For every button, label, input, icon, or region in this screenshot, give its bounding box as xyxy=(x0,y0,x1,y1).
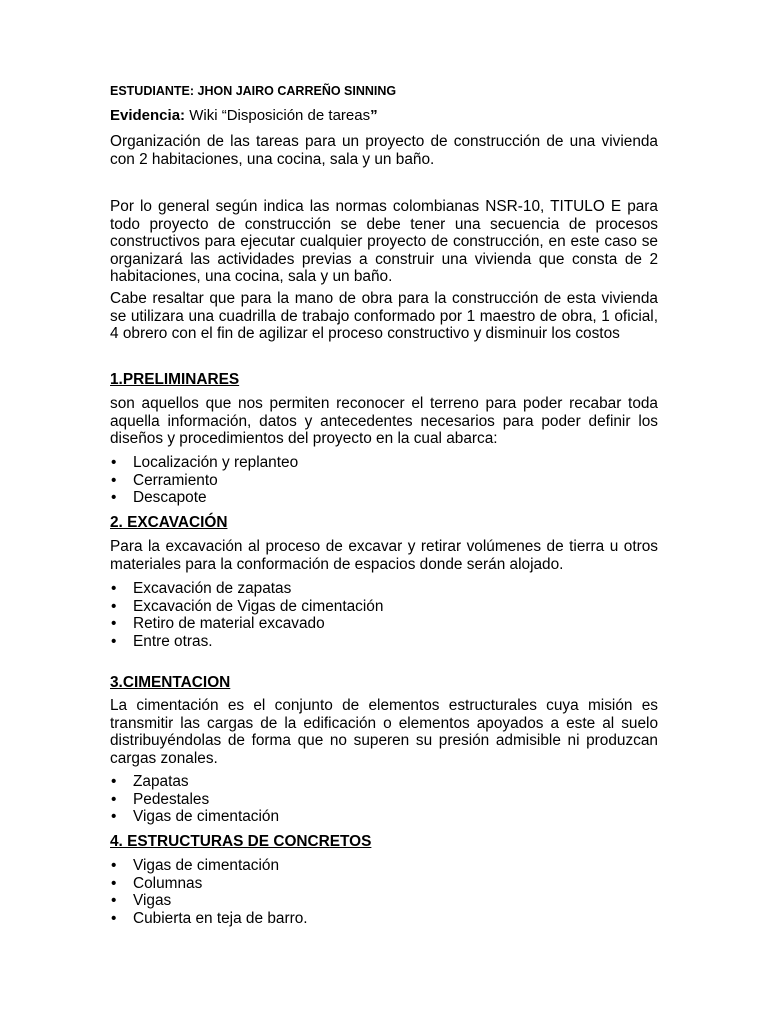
evidence-wiki-title: Wiki “Disposición de tareas xyxy=(189,107,371,124)
bullet-marker: • xyxy=(111,454,117,471)
list-item: • Cerramiento xyxy=(111,471,218,489)
bullet-marker: • xyxy=(111,489,117,507)
evidence-line xyxy=(110,106,378,126)
bullet-marker: • xyxy=(111,632,117,650)
section-text-cimentacion: La cimentación es el conjunto de elementos estructurales cuya misión es transmitir las cargas de la edificación o elementos apoyados a este al suelo distribuyéndolas de forma que no superen su presión admisible ni produzcan cargas zonales. xyxy=(110,697,658,767)
bullet-marker: • xyxy=(111,909,117,927)
bullet-marker: • xyxy=(111,874,117,892)
norms-paragraph: Por lo general según indica las normas colombianas NSR-10, TITULO E para todo proyecto de construcción se debe tener una secuencia de procesos constructivos para ejecutar cualquier proyecto de construcción, en este caso se organizará las actividades previas a construir una vivienda que consta de 2 habitaciones, una cocina, sala y un baño. xyxy=(110,198,658,286)
section-text-excavacion: Para la excavación al proceso de excavar y retirar volúmenes de tierra u otros materiales para la conformación de espacios donde serán alojado. xyxy=(110,538,658,573)
bullet-list-estructuras xyxy=(110,857,658,927)
student-name: ESTUDIANTE: JHON JAIRO CARREÑO SINNING xyxy=(110,84,397,98)
list-item: • Descapote xyxy=(111,489,207,507)
bullet-marker: • xyxy=(111,773,117,790)
list-item: • Zapatas xyxy=(111,773,189,790)
bullet-marker: • xyxy=(111,471,117,489)
section-heading-preliminares: 1.PRELIMINARES xyxy=(110,371,240,388)
bullet-marker: • xyxy=(111,808,117,826)
evidence-close-quote: ” xyxy=(370,107,378,124)
labor-paragraph: Cabe resaltar que para la mano de obra para la construcción de esta vivienda se utilizara una cuadrilla de trabajo conformado por 1 maestro de obra, 1 oficial, 4 obrero con el fin de agilizar el proceso constructivo y disminuir los costos xyxy=(110,290,658,343)
section-heading-cimentacion: 3.CIMENTACION xyxy=(110,674,231,691)
bullet-marker: • xyxy=(111,790,117,808)
evidence-label: Evidencia: xyxy=(110,107,186,124)
list-item: • Cubierta en teja de barro. xyxy=(111,909,308,927)
list-item: • Excavación de zapatas xyxy=(111,580,292,597)
bullet-marker: • xyxy=(111,580,117,597)
list-item: • Entre otras. xyxy=(111,632,213,650)
list-item: • Retiro de material excavado xyxy=(111,615,325,633)
bullet-list-preliminares xyxy=(110,454,658,507)
intro-paragraph: Organización de las tareas para un proyecto de construcción de una vivienda con 2 habitaciones, una cocina, sala y un baño. xyxy=(110,133,658,168)
bullet-marker: • xyxy=(111,857,117,874)
list-item: • Vigas xyxy=(111,892,172,910)
bullet-marker: • xyxy=(111,615,117,633)
list-item: • Vigas de cimentación xyxy=(111,857,280,874)
section-heading-estructuras: 4. ESTRUCTURAS DE CONCRETOS xyxy=(110,833,372,850)
list-item: • Vigas de cimentación xyxy=(111,808,280,826)
list-item: • Columnas xyxy=(111,874,203,892)
list-item: • Excavación de Vigas de cimentación xyxy=(111,597,384,615)
bullet-list-excavacion xyxy=(110,580,658,650)
section-heading-excavacion: 2. EXCAVACIÓN xyxy=(110,514,228,531)
section-text-preliminares: son aquellos que nos permiten reconocer el terreno para poder recabar toda aquella información, datos y antecedentes necesarios para poder definir los diseños y procedimientos del proyecto en la cual abarca: xyxy=(110,395,658,448)
bullet-list-cimentacion xyxy=(110,773,658,826)
list-item: • Localización y replanteo xyxy=(111,454,299,471)
bullet-marker: • xyxy=(111,892,117,910)
list-item: • Pedestales xyxy=(111,790,210,808)
bullet-marker: • xyxy=(111,597,117,615)
